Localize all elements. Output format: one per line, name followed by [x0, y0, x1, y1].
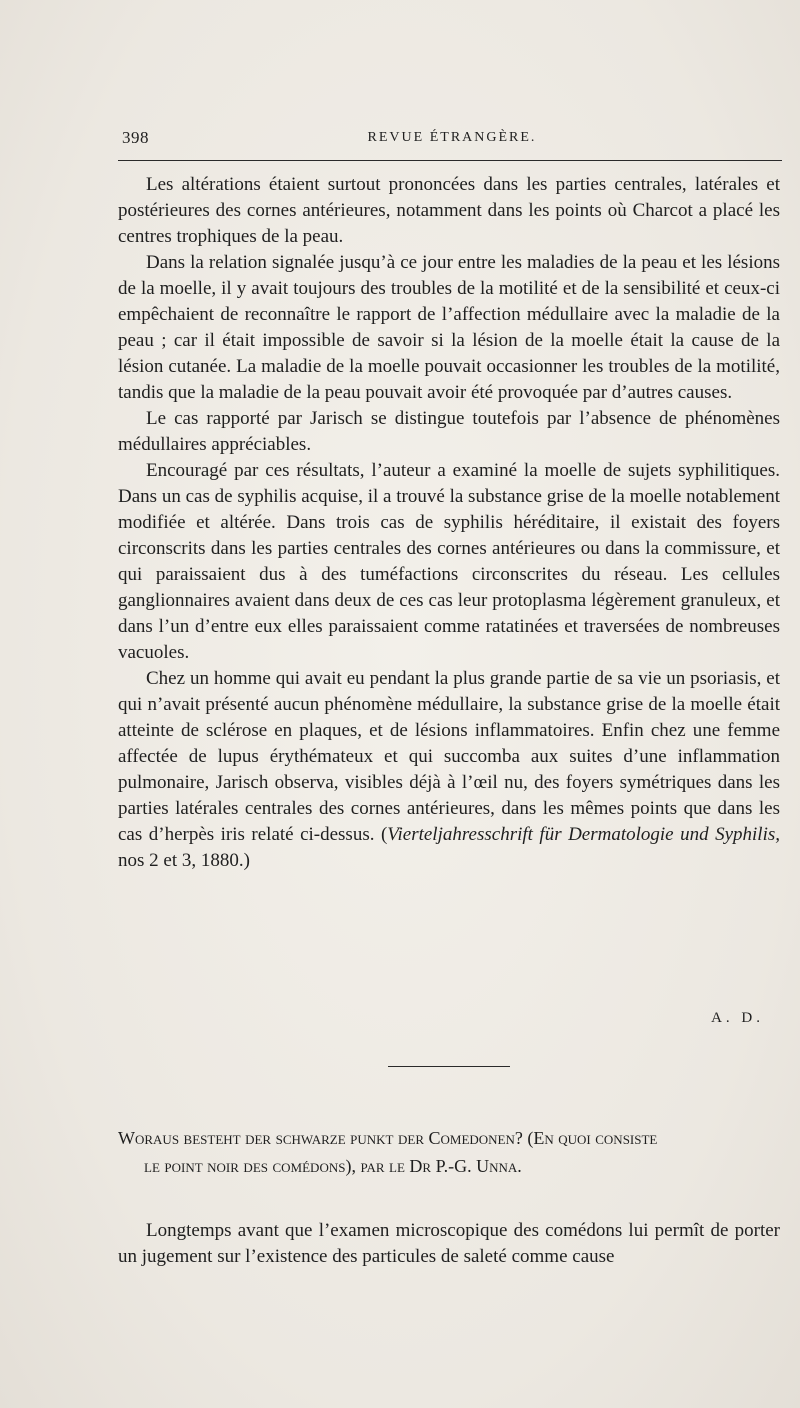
article-title-line1: Woraus besteht der schwarze punkt der Comedonen? (En quoi consiste — [118, 1128, 658, 1148]
lead-paragraph: Longtemps avant que l’examen microscopique des comédons lui permît de porter un jugement sur l’existence des particules de saleté comme cause — [118, 1220, 780, 1267]
running-title: REVUE ÉTRANGÈRE. — [367, 130, 537, 145]
article-body — [118, 172, 780, 874]
paragraph: Dans la relation signalée jusqu’à ce jour entre les maladies de la peau et les lésions de la moelle, il y avait toujours des troubles de la motilité et de la sensibilité et ceux-ci empêchaient de reconnaître le rapport de l’affection médullaire avec la maladie de la peau ; car il était impossible de savoir si la lésion de la moelle était la cause de la lésion cutanée. La maladie de la moelle pouvait occasionner les troubles de la motilité, tandis que la maladie de la peau pouvait avoir été provoquée par d’autres causes. — [118, 252, 780, 403]
header-rule — [118, 160, 782, 161]
page-header — [122, 124, 782, 152]
section-divider — [388, 1066, 510, 1067]
author-signature: A. D. — [711, 1010, 764, 1026]
paragraph: Les altérations étaient surtout prononcées dans les parties centrales, latérales et postérieures des cornes antérieures, notamment dans les points où Charcot a placé les centres trophiques de la peau. — [118, 174, 780, 247]
page-number: 398 — [122, 128, 149, 147]
paragraph: Le cas rapporté par Jarisch se distingue toutefois par l’absence de phénomènes médullaires appréciables. — [118, 408, 780, 455]
article-title-line2: le point noir des comédons), par le Dr P.-G. Unna. — [144, 1156, 522, 1176]
journal-citation: Vierteljahresschrift für Dermatologie und Syphilis, — [387, 824, 780, 845]
journal-issue: nos 2 et 3, 1880.) — [118, 850, 250, 871]
paragraph: Encouragé par ces résultats, l’auteur a examiné la moelle de sujets syphilitiques. Dans un cas de syphilis acquise, il a trouvé la substance grise de la moelle notablement modifiée et altérée. Dans trois cas de syphilis héréditaire, il existait des foyers circonscrits dans les parties centrales des cornes antérieures ou dans la commissure, et qui paraissaient dus à des tuméfactions circonscrites du réseau. Les cellules ganglionnaires avaient dans deux de ces cas leur protoplasma légèrement granuleux, et dans l’un d’entre eux elles paraissaient comme ratatinées et traversées de nombreuses vacuoles. — [118, 460, 780, 663]
paragraph-text: Chez un homme qui avait eu pendant la plus grande partie de sa vie un psoriasis, et qui n’avait présenté aucun phénomène médullaire, la substance grise de la moelle était atteinte de sclérose en plaques, et de lésions inflammatoires. Enfin chez une femme affectée de lupus érythémateux et qui succomba aux suites d’une inflammation pulmonaire, Jarisch observa, visibles déjà à l’œil nu, des foyers symétriques dans les parties latérales centrales des cornes antérieures, dans les mêmes points que dans les cas d’herpès iris relaté ci-dessus. ( — [118, 668, 780, 845]
paragraph-last — [118, 666, 780, 874]
article-title — [118, 1124, 780, 1180]
article-lead — [118, 1218, 780, 1270]
